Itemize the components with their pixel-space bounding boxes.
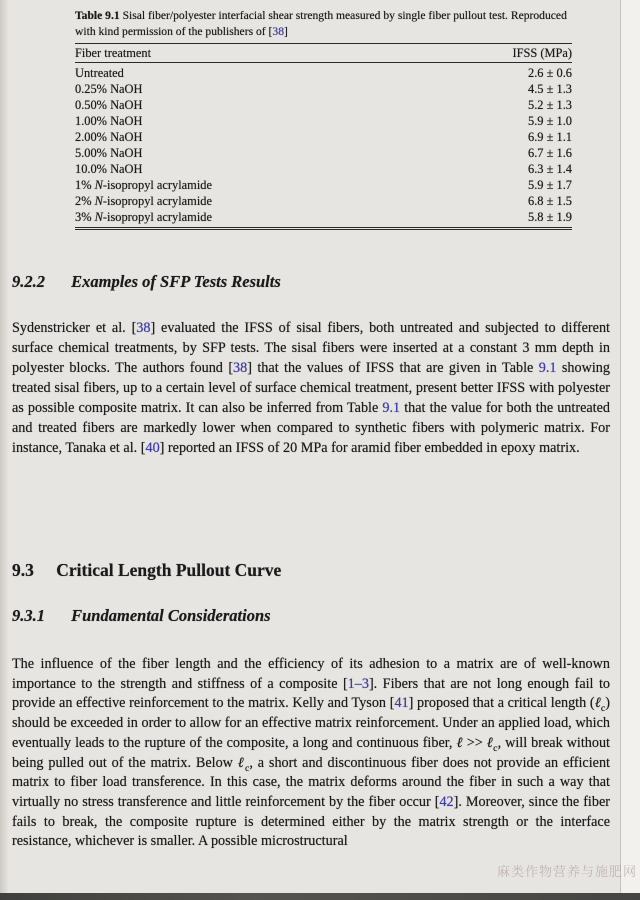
text-segment: 1.00% NaOH <box>75 113 143 128</box>
ifss-value-cell: 4.5 ± 1.3 <box>528 81 572 96</box>
column-header-ifss: IFSS (MPa) <box>512 45 572 60</box>
text-segment: ]. Fibers that are not long enough fail to provide an effective reinforcement to the matrix. Kelly and Tyson [ <box>12 675 610 712</box>
citation-link[interactable]: 1–3 <box>347 675 369 692</box>
text-segment: ] evaluated the IFSS of sisal fibers, both untreated and subjected to different surface chemical treatments, by SFP tests. The sisal fibers were inserted at a constant 3 mm depth in polyester blocks. The authors found [ <box>12 320 610 376</box>
ifss-value-cell: 6.9 ± 1.1 <box>528 129 572 144</box>
treatment-cell <box>75 146 142 161</box>
text-segment: ℓ <box>594 695 601 712</box>
table-row <box>75 129 572 145</box>
text-segment: N <box>94 209 103 224</box>
text-segment: that the value for both the untreated and treated fibers are markedly lower when compared to synthetic fibers with polymeric matrix. For instance, Tanaka et al. [ <box>12 400 610 456</box>
treatment-cell <box>75 178 212 193</box>
table-header-row <box>75 44 572 63</box>
table-caption <box>75 8 572 44</box>
scan-right-margin <box>620 0 640 893</box>
text-segment: ) should be exceeded in order to allow for an effective matrix reinforcement. Under an applied load, which eventually leads to the rupture of the composite, a long and continuous fiber, <box>12 695 610 751</box>
paragraph-fundamental-considerations <box>12 655 610 852</box>
text-segment: ℓ <box>456 734 463 751</box>
text-segment: ] <box>284 24 288 38</box>
text-segment: , a short and discontinuous fiber does not provide an efficient matrix to fiber load transference. In this case, the matrix deforms around the fiber in such a way that virtually no stress transference and little reinforcement by the fiber occur [ <box>12 754 610 810</box>
citation-link[interactable]: 9.1 <box>538 360 557 376</box>
ifss-value-cell: 5.9 ± 1.0 <box>528 113 572 128</box>
text-segment: N <box>94 193 103 208</box>
ifss-value-cell: 5.8 ± 1.9 <box>528 209 572 224</box>
citation-link[interactable]: 9.1 <box>382 400 401 416</box>
ifss-value-cell: 5.9 ± 1.7 <box>528 177 572 192</box>
text-segment: c <box>245 762 250 774</box>
text-segment: Sydenstricker et al. [ <box>12 320 137 336</box>
treatment-cell <box>75 162 142 177</box>
table-row <box>75 209 572 225</box>
text-segment: ℓ <box>237 754 245 771</box>
section-heading-9-3 <box>12 560 281 581</box>
text-segment: -isopropyl acrylamide <box>102 177 212 192</box>
text-segment: c <box>493 742 498 754</box>
text-segment: 5.00% NaOH <box>75 145 143 160</box>
text-segment: ℓ <box>486 734 494 751</box>
citation-link[interactable]: 38 <box>136 320 151 336</box>
table-row <box>75 161 572 177</box>
ifss-value-cell: 5.2 ± 1.3 <box>528 97 572 112</box>
text-segment: c <box>600 703 606 715</box>
citation-link[interactable]: 40 <box>145 440 160 456</box>
text-segment: ] reported an IFSS of 20 MPa for aramid fiber embedded in epoxy matrix. <box>159 440 580 456</box>
text-segment: -isopropyl acrylamide <box>102 193 212 208</box>
text-segment: N <box>94 177 103 192</box>
site-watermark: 麻类作物营养与施肥网 <box>496 865 637 880</box>
table-row <box>75 97 572 113</box>
text-segment: 2.00% NaOH <box>75 129 143 144</box>
table-row <box>75 145 572 161</box>
ifss-value-cell: 6.7 ± 1.6 <box>528 145 572 160</box>
text-segment: ] that the values of IFSS that are given in Table <box>247 360 539 376</box>
citation-link[interactable]: 42 <box>439 793 454 810</box>
section-heading-9-2-2 <box>12 272 281 292</box>
table-row <box>75 177 572 193</box>
table-9-1 <box>75 8 572 230</box>
text-segment: >> <box>462 734 487 751</box>
text-segment: Table 9.1 <box>75 9 120 22</box>
table-row <box>75 193 572 209</box>
treatment-cell <box>75 114 142 129</box>
text-segment: showing treated sisal fibers, up to a certain level of surface chemical treatment, present better IFSS with polyester as possible composite matrix. It can also be inferred from Table <box>12 360 610 416</box>
section-number: 9.3 <box>12 560 34 580</box>
text-segment: , will break without being pulled out of the matrix. Below <box>12 734 610 771</box>
table-body <box>75 63 572 230</box>
section-title: Critical Length Pullout Curve <box>56 560 282 580</box>
text-segment: 0.25% NaOH <box>75 81 143 96</box>
text-segment: Sisal fiber/polyester interfacial shear strength measured by single fiber pullout test. Reproduced with kind permission of the publishers of [ <box>75 9 567 38</box>
section-title: Fundamental Considerations <box>71 606 271 625</box>
text-segment: 2% <box>75 193 95 208</box>
text-segment: 0.50% NaOH <box>75 97 143 112</box>
section-number: 9.2.2 <box>12 272 45 291</box>
section-heading-9-3-1 <box>12 606 271 626</box>
ifss-value-cell: 2.6 ± 0.6 <box>528 65 572 80</box>
ifss-value-cell: 6.3 ± 1.4 <box>528 161 572 176</box>
table-row <box>75 113 572 129</box>
text-segment: -isopropyl acrylamide <box>102 209 212 224</box>
table-row <box>75 65 572 81</box>
treatment-cell <box>75 98 142 113</box>
text-segment: ]. Moreover, since the fiber fails to break, the composite rupture is determined either by the matrix strength or the interface resistance, whichever is smaller. A possible microstructural <box>12 793 610 850</box>
column-header-fiber-treatment: Fiber treatment <box>75 45 152 60</box>
section-number: 9.3.1 <box>12 606 45 625</box>
section-title: Examples of SFP Tests Results <box>71 272 281 291</box>
treatment-cell <box>75 66 124 81</box>
ifss-value-cell: 6.8 ± 1.5 <box>528 193 572 208</box>
text-segment: 10.0% NaOH <box>75 161 143 176</box>
text-segment: ] proposed that a critical length ( <box>408 695 595 712</box>
text-segment: 3% <box>75 209 95 224</box>
scan-left-shadow <box>0 0 9 893</box>
citation-link[interactable]: 38 <box>272 24 284 38</box>
scan-bottom-bar <box>0 893 640 900</box>
treatment-cell <box>75 82 142 97</box>
treatment-cell <box>75 194 212 209</box>
treatment-cell <box>75 130 142 145</box>
text-segment: Untreated <box>75 65 124 80</box>
text-segment: 1% <box>75 177 95 192</box>
treatment-cell <box>75 210 212 225</box>
citation-link[interactable]: 41 <box>394 695 409 712</box>
citation-link[interactable]: 38 <box>233 360 248 376</box>
paragraph-sfp-results <box>12 318 610 458</box>
table-row <box>75 81 572 97</box>
text-segment: The influence of the fiber length and the efficiency of its adhesion to a matrix are of well-known importance to the strength and stiffness of a composite [ <box>12 656 610 692</box>
